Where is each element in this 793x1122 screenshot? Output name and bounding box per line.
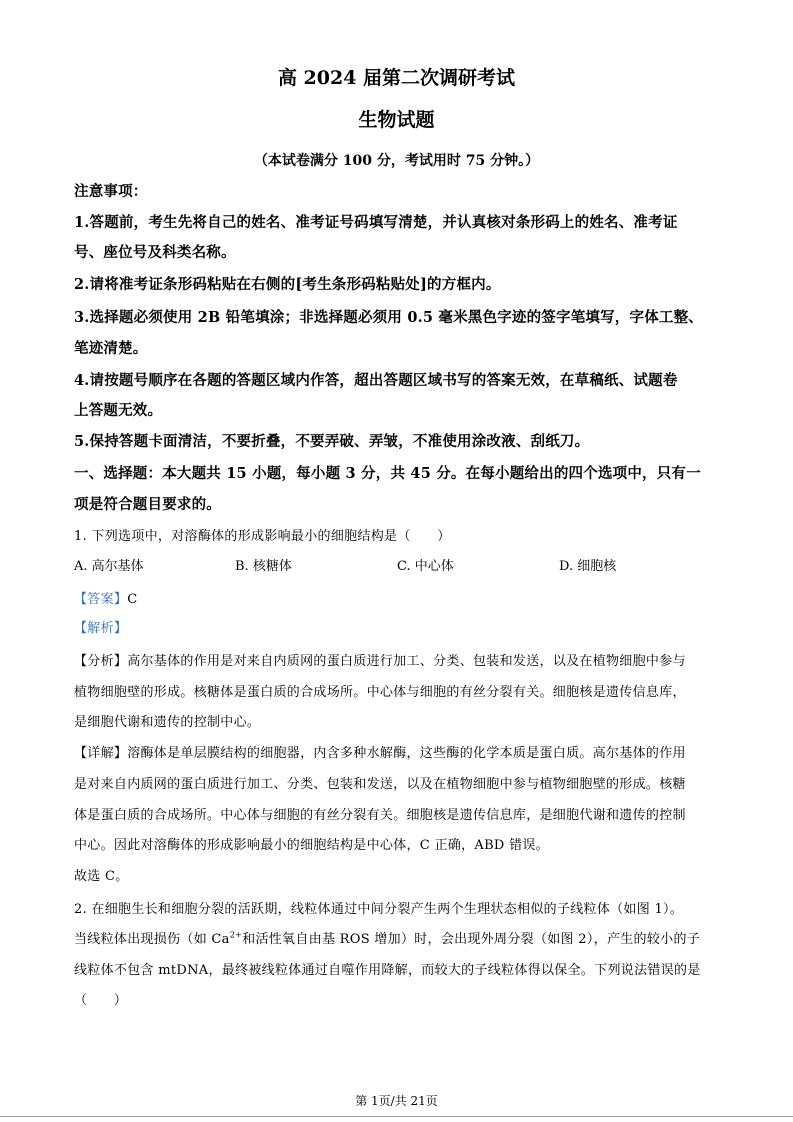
notice-item-4-line-1: 4.请按题号顺序在各题的答题区域内作答，超出答题区域书写的答案无效，在草稿纸、试题卷 <box>74 372 678 389</box>
fenxi-line-1 <box>74 650 727 669</box>
notice-item-1-line-1: 1.答题前，考生先将自己的姓名、准考证号码填写清楚，并认真核对条形码上的姓名、准考证 <box>74 214 678 231</box>
conclusion: 故选 C。 <box>74 869 129 884</box>
notice-item-4-line-2: 上答题无效。 <box>74 402 163 419</box>
page-number: 第 1页/共 21页 <box>355 1094 438 1108</box>
fenxi-text-1: 高尔基体的作用是对来自内质网的蛋白质进行加工、分类、包装和发送，以及在植物细胞中参与 <box>127 654 686 669</box>
question-2-line-3: 线粒体不包含 mtDNA，最终被线粒体通过自噬作用降解，而较大的子线粒体得以保全。下列说法错误的是 <box>74 963 701 978</box>
answer-value: C <box>127 592 138 607</box>
notice-item-1-line-2: 号、座位号及科类名称。 <box>74 244 236 261</box>
fenxi-line-2: 植物细胞壁的形成。核糖体是蛋白质的合成场所。中心体与细胞的有丝分裂有关。细胞核是遗传信息库， <box>74 685 686 700</box>
exam-note: （本试卷满分 100 分，考试用时 75 分钟。） <box>253 153 540 169</box>
xiangjie-line-2: 是对来自内质网的蛋白质进行加工、分类、包装和发送，以及在植物细胞中参与植物细胞壁的形成。核糖 <box>74 777 686 792</box>
answer-line <box>74 588 727 607</box>
notice-item-2: 2.请将准考证条形码粘贴在右侧的[考生条形码粘贴处]的方框内。 <box>74 276 501 293</box>
section-heading-line-2: 项是符合题目要求的。 <box>74 496 221 513</box>
xiangjie-tag: 【详解】 <box>74 746 128 761</box>
q2-text-a: 当线粒体出现损伤（如 Ca <box>74 932 230 947</box>
fenxi-line-3: 是细胞代谢和遗传的控制中心。 <box>74 715 261 730</box>
xiangjie-line-4: 中心。因此对溶酶体的形成影响最小的细胞结构是中心体，C 正确，ABD 错误。 <box>74 838 549 853</box>
section-heading-line-1: 一、选择题：本大题共 15 小题，每小题 3 分，共 45 分。在每小题给出的四个选项中，只有一 <box>74 465 701 482</box>
question-1-option-b: B. 核糖体 <box>235 559 292 574</box>
question-2-line-2 <box>74 928 727 947</box>
notice-item-5: 5.保持答题卡面清洁，不要折叠，不要弄破、弄皱，不准使用涂改液、刮纸刀。 <box>74 433 590 450</box>
q2-superscript: 2+ <box>229 930 243 940</box>
notice-heading: 注意事项： <box>74 183 148 200</box>
answer-tag: 【答案】 <box>74 592 128 607</box>
question-1-option-d: D. 细胞核 <box>559 559 617 574</box>
analysis-tag: 【解析】 <box>74 621 128 636</box>
notice-item-3-line-1: 3.选择题必须使用 2B 铅笔填涂；非选择题必须用 0.5 毫米黑色字迹的签字笔填写，字体工整、 <box>74 309 703 326</box>
xiangjie-text-1: 溶酶体是单层膜结构的细胞器，内含多种水解酶，这些酶的化学本质是蛋白质。高尔基体的作用 <box>127 746 686 761</box>
exam-title: 高 2024 届第二次调研考试 <box>277 67 516 89</box>
question-2-line-4: （ ） <box>74 993 128 1008</box>
question-1-option-a: A. 高尔基体 <box>74 559 144 574</box>
question-1-option-c: C. 中心体 <box>397 559 454 574</box>
q2-text-b: 和活性氧自由基 ROS 增加）时，会出现外周分裂（如图 2），产生的较小的子 <box>242 932 701 947</box>
xiangjie-line-1 <box>74 742 727 761</box>
fenxi-tag: 【分析】 <box>74 654 128 669</box>
subject-title: 生物试题 <box>358 109 435 131</box>
bottom-divider <box>0 1116 793 1117</box>
question-2-line-1: 2. 在细胞生长和细胞分裂的活跃期，线粒体通过中间分裂产生两个生理状态相似的子线粒体（如图 1）。 <box>74 902 684 917</box>
question-1-stem: 1. 下列选项中，对溶酶体的形成影响最小的细胞结构是（ ） <box>74 529 451 544</box>
xiangjie-line-3: 体是蛋白质的合成场所。中心体与细胞的有丝分裂有关。细胞核是遗传信息库，是细胞代谢和遗传的控制 <box>74 808 686 823</box>
notice-item-3-line-2: 笔迹清楚。 <box>74 340 148 357</box>
